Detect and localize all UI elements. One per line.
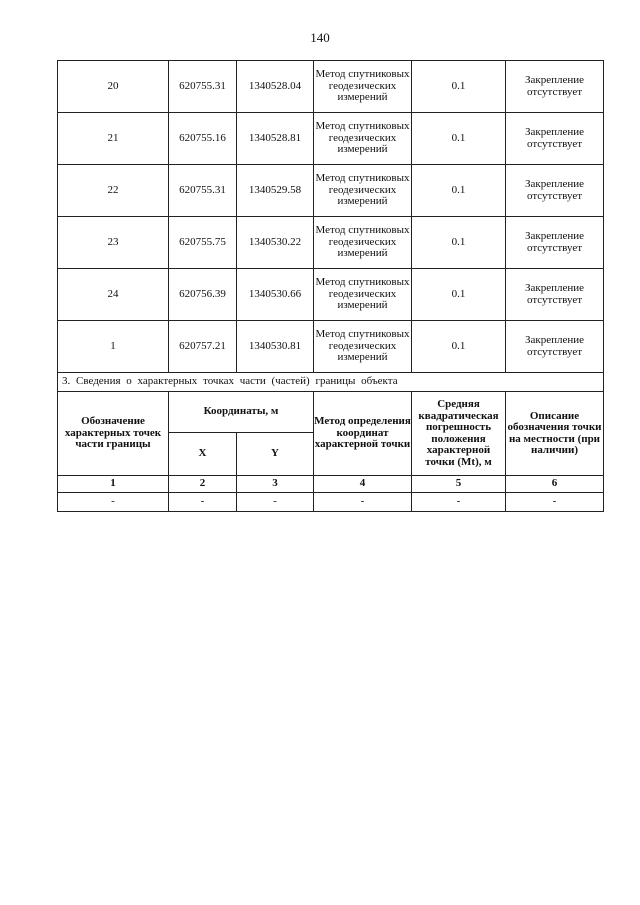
table-row (58, 217, 604, 269)
y-cell: 1340530.81 (237, 321, 314, 373)
description-cell: Закрепление отсутствует (506, 61, 604, 113)
x-cell: 620757.21 (169, 321, 237, 373)
method-cell: Метод спутниковых геодезических измерений (314, 321, 412, 373)
method-cell: Метод спутниковых геодезических измерений (314, 269, 412, 321)
point-cell: 24 (58, 269, 169, 321)
x-cell: 620755.75 (169, 217, 237, 269)
x-header: X (169, 433, 237, 476)
section-caption-row (58, 373, 604, 392)
column-number-row (58, 476, 604, 493)
y-cell: 1340530.66 (237, 269, 314, 321)
header-row (58, 392, 604, 433)
y-cell: 1340530.22 (237, 217, 314, 269)
method-cell: Метод спутниковых геодезических измерений (314, 61, 412, 113)
table-row (58, 269, 604, 321)
y-cell: 1340528.81 (237, 113, 314, 165)
empty-row (58, 493, 604, 512)
column-number: 1 (58, 476, 169, 493)
error-cell: 0.1 (412, 269, 506, 321)
error-cell: 0.1 (412, 321, 506, 373)
error-cell: 0.1 (412, 165, 506, 217)
point-cell: 23 (58, 217, 169, 269)
table-row (58, 321, 604, 373)
description-cell: Закрепление отсутствует (506, 217, 604, 269)
method-header: Метод определения координат характерной точки (314, 392, 412, 476)
empty-cell: - (58, 493, 169, 512)
description-header: Описание обозначения точки на местности (при наличии) (506, 392, 604, 476)
x-cell: 620756.39 (169, 269, 237, 321)
empty-cell: - (314, 493, 412, 512)
column-number: 4 (314, 476, 412, 493)
description-cell: Закрепление отсутствует (506, 113, 604, 165)
table-row (58, 113, 604, 165)
error-cell: 0.1 (412, 217, 506, 269)
column-number: 5 (412, 476, 506, 493)
description-cell: Закрепление отсутствует (506, 321, 604, 373)
x-cell: 620755.31 (169, 61, 237, 113)
point-cell: 22 (58, 165, 169, 217)
y-cell: 1340528.04 (237, 61, 314, 113)
x-cell: 620755.16 (169, 113, 237, 165)
empty-cell: - (237, 493, 314, 512)
coordinates-header: Координаты, м (169, 392, 314, 433)
page-number: 140 (310, 30, 330, 45)
column-number: 6 (506, 476, 604, 493)
designation-header: Обозначение характерных точек части границы (58, 392, 169, 476)
x-cell: 620755.31 (169, 165, 237, 217)
column-number: 3 (237, 476, 314, 493)
empty-cell: - (412, 493, 506, 512)
y-header: Y (237, 433, 314, 476)
description-cell: Закрепление отсутствует (506, 165, 604, 217)
section-caption: 3. Сведения о характерных точках части (частей) границы объекта (58, 373, 604, 392)
point-cell: 21 (58, 113, 169, 165)
error-header: Средняя квадратическая погрешность положения характерной точки (Mt), м (412, 392, 506, 476)
empty-cell: - (506, 493, 604, 512)
error-cell: 0.1 (412, 113, 506, 165)
method-cell: Метод спутниковых геодезических измерений (314, 165, 412, 217)
point-cell: 1 (58, 321, 169, 373)
point-cell: 20 (58, 61, 169, 113)
empty-cell: - (169, 493, 237, 512)
method-cell: Метод спутниковых геодезических измерений (314, 217, 412, 269)
table-row (58, 165, 604, 217)
table-row (58, 61, 604, 113)
error-cell: 0.1 (412, 61, 506, 113)
method-cell: Метод спутниковых геодезических измерений (314, 113, 412, 165)
description-cell: Закрепление отсутствует (506, 269, 604, 321)
y-cell: 1340529.58 (237, 165, 314, 217)
column-number: 2 (169, 476, 237, 493)
boundary-points-table (57, 60, 604, 512)
